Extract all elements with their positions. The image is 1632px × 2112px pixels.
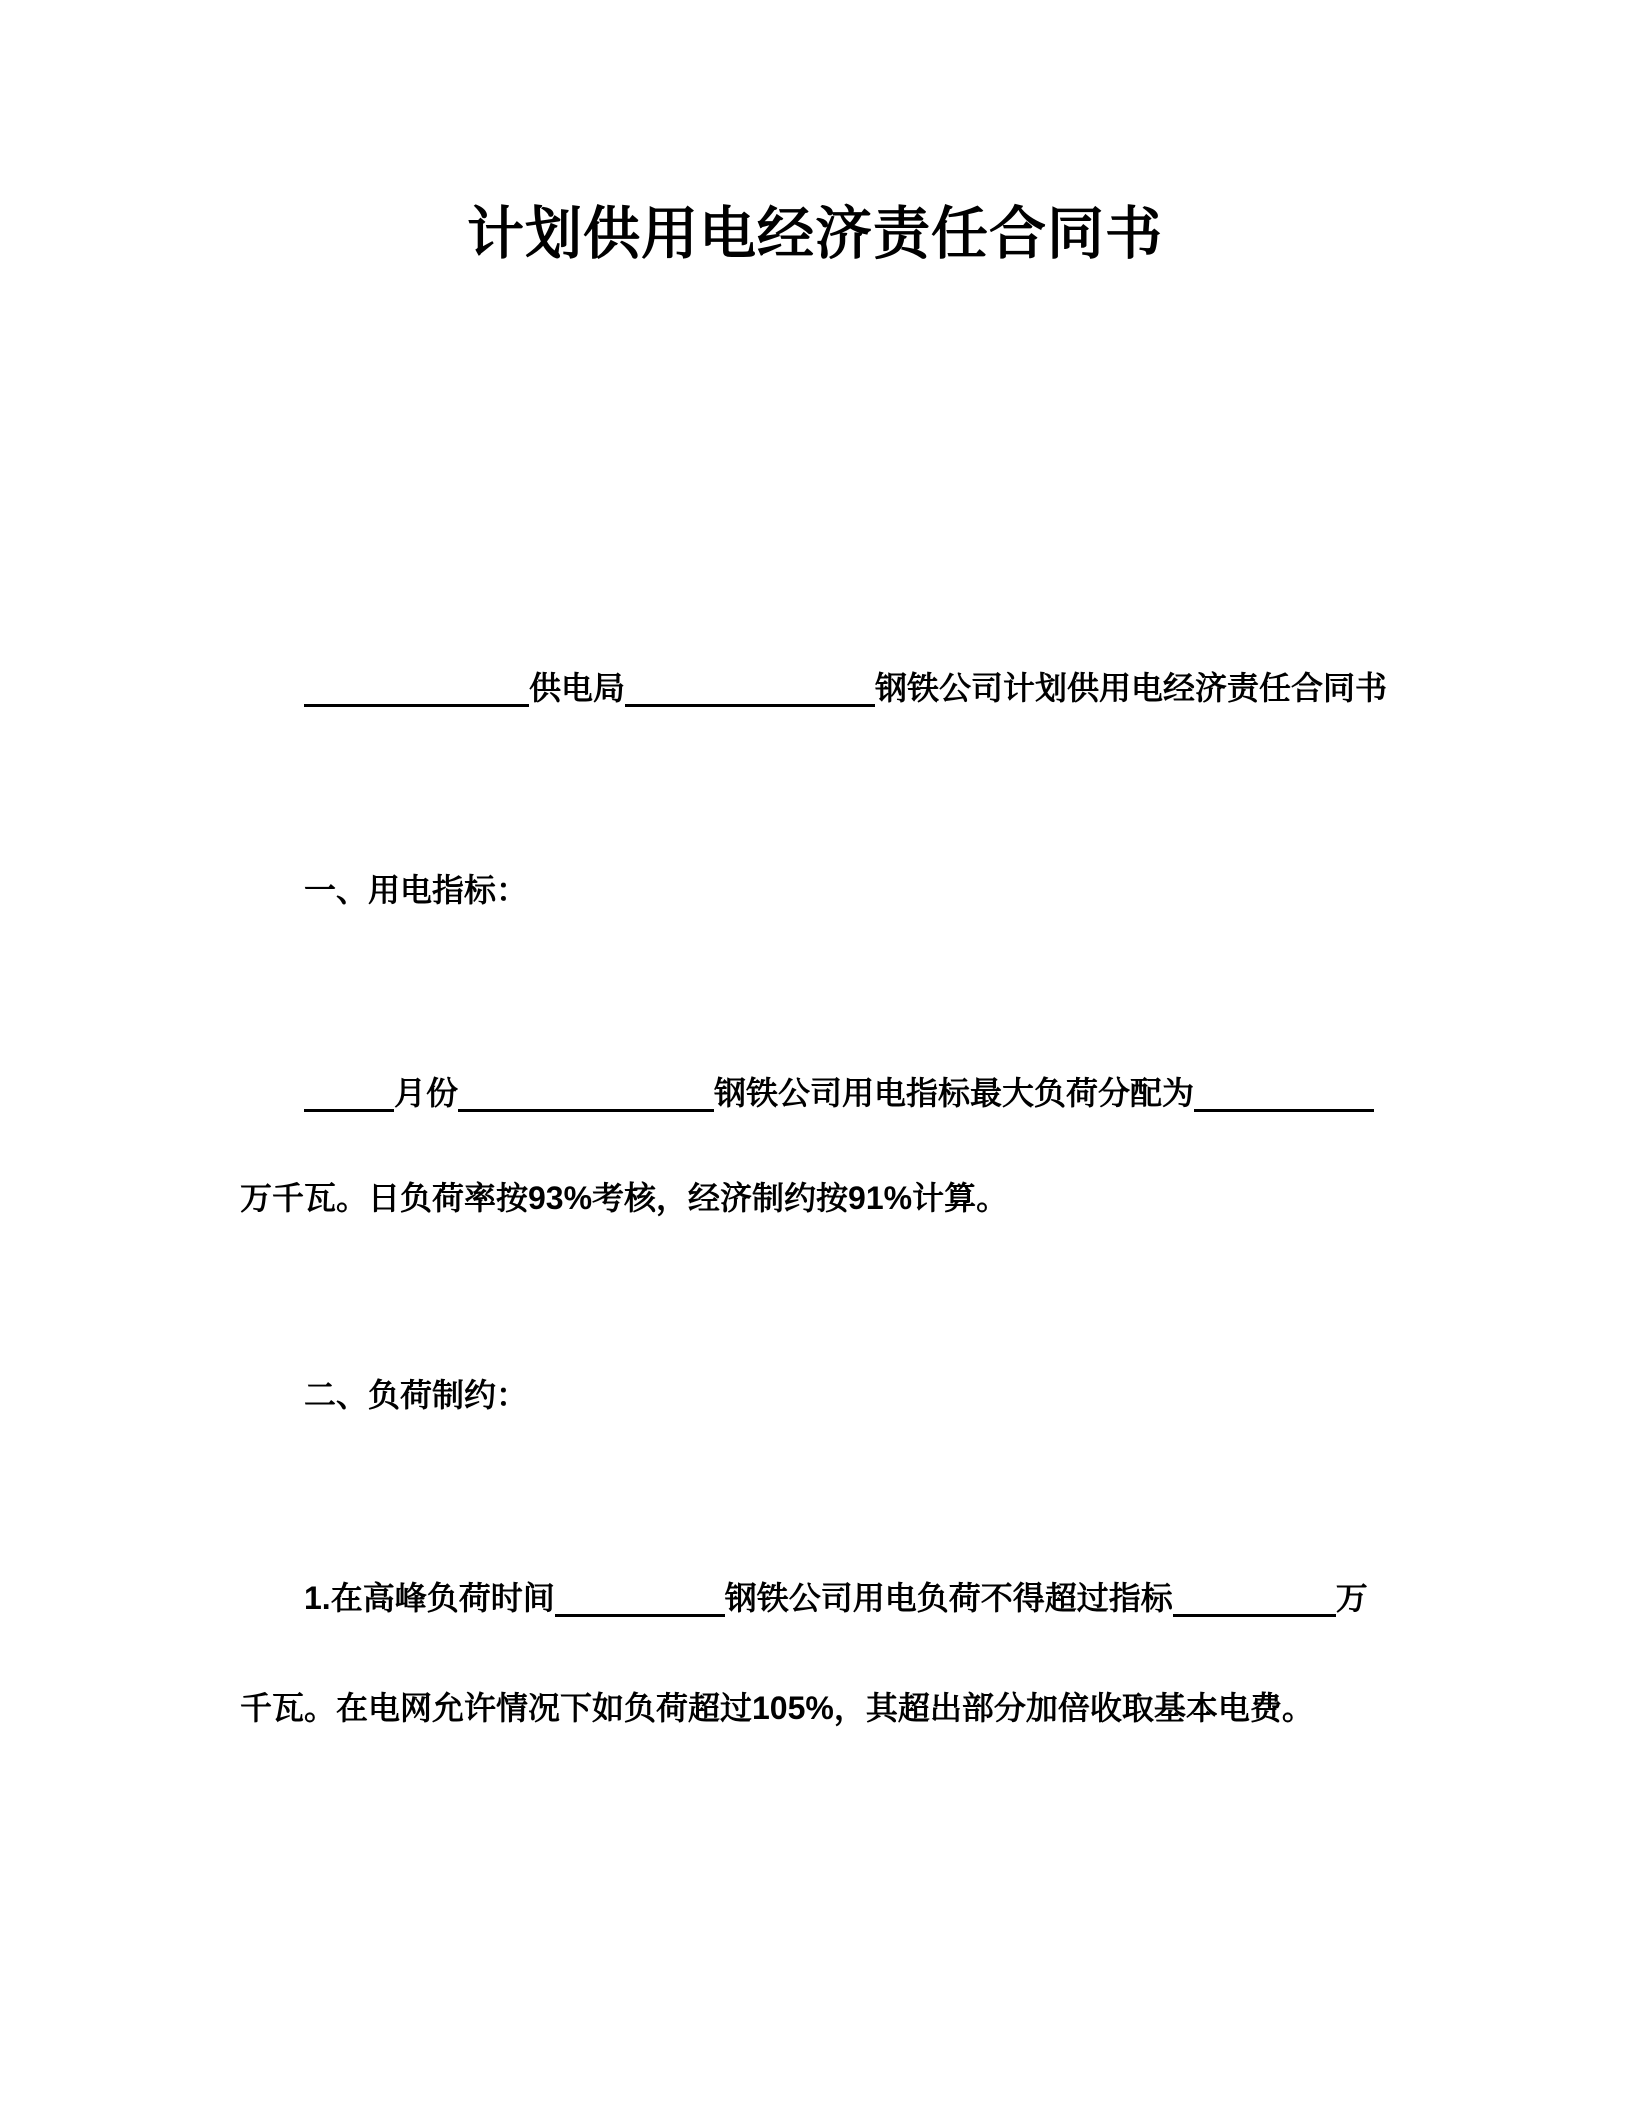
- blank-field-company: [458, 1082, 714, 1112]
- section-1-line-1: [240, 1070, 1390, 1116]
- document-content: [0, 196, 1632, 1731]
- document-title: 计划供用电经济责任合同书: [467, 202, 1163, 266]
- month-label: 月份: [394, 1075, 459, 1111]
- section-1-line-2: 万千瓦。日负荷率按93%考核，经济制约按91%计算。: [240, 1180, 1009, 1216]
- section-1-heading: 一、用电指标：: [304, 872, 529, 908]
- blank-field-peak-time: [555, 1587, 725, 1617]
- clause-suffix: 万: [1335, 1580, 1368, 1616]
- allocation-text: 钢铁公司用电指标最大负荷分配为: [714, 1075, 1195, 1111]
- section-2-line-1: [240, 1575, 1390, 1621]
- clause-middle: 钢铁公司用电负荷不得超过指标: [724, 1580, 1173, 1616]
- blank-field-allocation-value: [1194, 1082, 1374, 1112]
- blank-field-indicator-value: [1173, 1587, 1336, 1617]
- section-2-line-2: 千瓦。在电网允许情况下如负荷超过105%，其超出部分加倍收取基本电费。: [240, 1690, 1314, 1726]
- blank-field-bureau-name: [304, 677, 529, 707]
- clause-prefix: 1.在高峰负荷时间: [304, 1580, 555, 1616]
- section-2-heading: 二、负荷制约：: [304, 1377, 529, 1413]
- subtitle-line: [240, 665, 1390, 711]
- blank-field-month: [304, 1082, 394, 1112]
- blank-field-company-name: [625, 677, 875, 707]
- subtitle-company-text: 钢铁公司计划供用电经济责任合同书: [875, 670, 1388, 706]
- bureau-label: 供电局: [529, 670, 626, 706]
